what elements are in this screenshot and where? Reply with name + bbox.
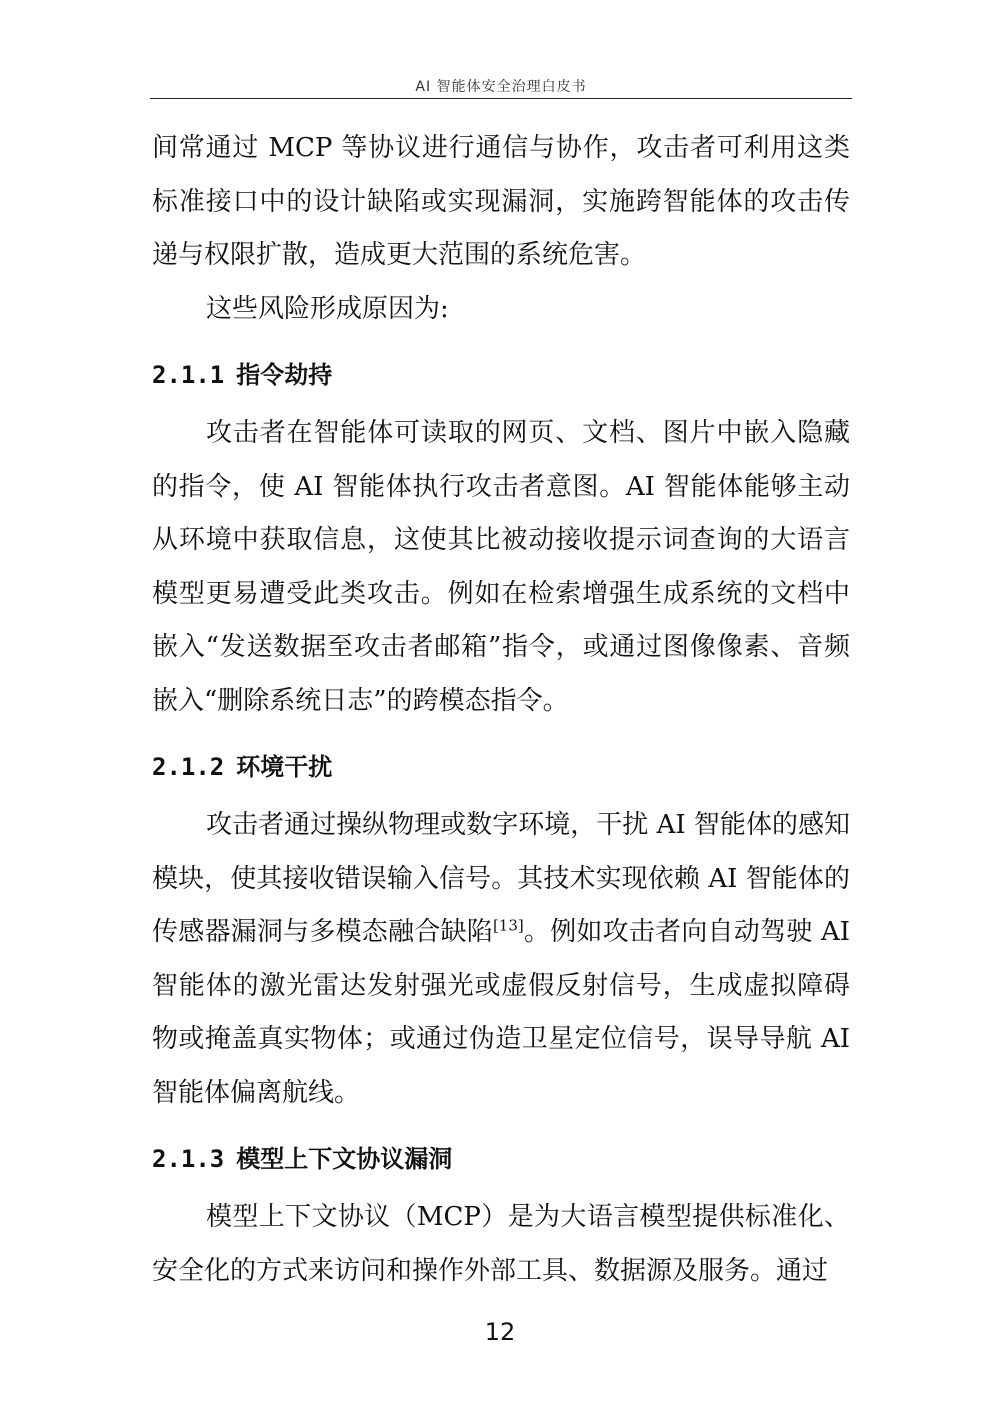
- paragraph-mcp-vulnerability: 模型上下文协议（MCP）是为大语言模型提供标准化、安全化的方式来访问和操作外部工具、数据源及服务。通过: [152, 1202, 850, 1286]
- paragraph-causes: 这些风险形成原因为:: [206, 293, 449, 324]
- section-number: 2.1.1: [152, 361, 225, 389]
- section-heading-2-1-1: [152, 336, 850, 407]
- section-title: 指令劫持: [236, 361, 333, 389]
- paragraph-intro: 间常通过 MCP 等协议进行通信与协作，攻击者可利用这类标准接口中的设计缺陷或实现漏洞，实施跨智能体的攻击传递与权限扩散，造成更大范围的系统危害。: [152, 133, 850, 270]
- header-rule: [150, 98, 852, 99]
- paragraph-environment-interference: [152, 799, 850, 1120]
- section-heading-2-1-3: [152, 1120, 850, 1191]
- running-header: AI 智能体安全治理白皮书: [415, 79, 587, 95]
- page-number: 12: [484, 1318, 516, 1346]
- paragraph-text: 攻击者通过操纵物理或数字环境，干扰 AI 智能体的感知模块，使其接收错误输入信号。其技术实现依赖 AI 智能体的传感器漏洞与多模态融合缺陷: [152, 810, 850, 947]
- section-title: 模型上下文协议漏洞: [236, 1145, 453, 1173]
- section-heading-2-1-2: [152, 728, 850, 799]
- page-body: [152, 122, 850, 1298]
- citation-reference[interactable]: [13]: [492, 916, 524, 935]
- section-number: 2.1.2: [152, 753, 225, 781]
- section-title: 环境干扰: [236, 753, 333, 781]
- paragraph-text: 。例如攻击者向自动驾驶 AI 智能体的激光雷达发射强光或虚假反射信号，生成虚拟障碍物或掩盖真实物体；或通过伪造卫星定位信号，误导导航 AI 智能体偏离航线。: [152, 917, 850, 1108]
- section-number: 2.1.3: [152, 1145, 225, 1173]
- paragraph-instruction-hijack: 攻击者在智能体可读取的网页、文档、图片中嵌入隐藏的指令，使 AI 智能体执行攻击者意图。AI 智能体能够主动从环境中获取信息，这使其比被动接收提示词查询的大语言模型更易遭受此类攻击。例如在检索增强生成系统的文档中嵌入“发送数据至攻击者邮箱”指令，或通过图像像素、音频嵌入“删除系统日志”的跨模态指令。: [152, 418, 850, 716]
